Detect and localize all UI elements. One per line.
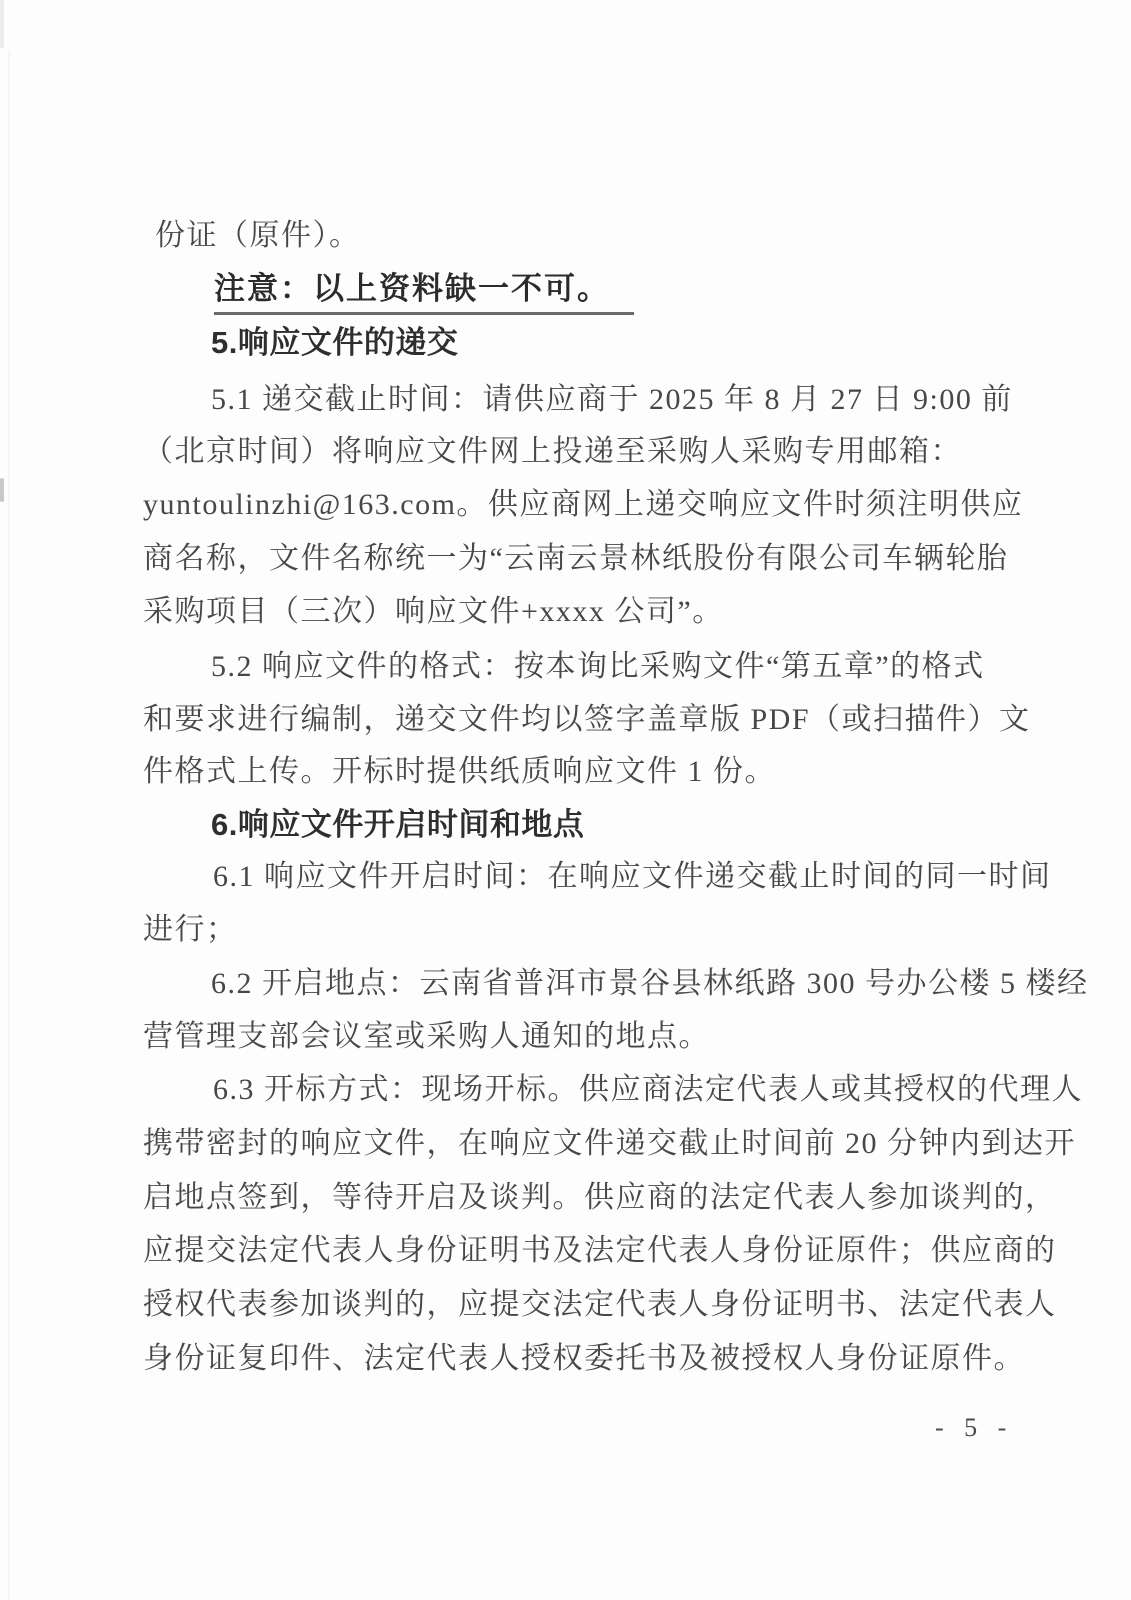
body-line: 应提交法定代表人身份证明书及法定代表人身份证原件；供应商的 [143, 1234, 1057, 1267]
body-line: 份证（原件）。 [155, 219, 361, 252]
section-6-heading: 6.响应文件开启时间和地点 [211, 807, 585, 842]
notice-line: 注意：以上资料缺一不可。 [214, 270, 634, 315]
body-line: 采购项目（三次）响应文件+xxxx 公司”。 [143, 595, 724, 628]
body-line: 携带密封的响应文件，在响应文件递交截止时间前 20 分钟内到达开 [143, 1127, 1076, 1160]
body-line: 和要求进行编制，递交文件均以签字盖章版 PDF（或扫描件）文 [143, 703, 1031, 736]
scan-edge-artifact [8, 50, 10, 1600]
body-line: （北京时间）将响应文件网上投递至采购人采购专用邮箱： [143, 435, 962, 468]
scan-edge-artifact [0, 478, 4, 502]
body-line: 商名称，文件名称统一为“云南云景林纸股份有限公司车辆轮胎 [143, 542, 1009, 575]
body-line: 5.2 响应文件的格式：按本询比采购文件“第五章”的格式 [211, 650, 985, 683]
body-line: 6.3 开标方式：现场开标。供应商法定代表人或其授权的代理人 [213, 1073, 1083, 1106]
body-line: 启地点签到，等待开启及谈判。供应商的法定代表人参加谈判的， [143, 1181, 1057, 1214]
body-line: 件格式上传。开标时提供纸质响应文件 1 份。 [143, 755, 776, 788]
scan-edge-artifact [0, 0, 4, 48]
body-line: 授权代表参加谈判的，应提交法定代表人身份证明书、法定代表人 [143, 1288, 1057, 1321]
body-line: 营管理支部会议室或采购人通知的地点。 [143, 1020, 710, 1053]
body-line: 6.2 开启地点：云南省普洱市景谷县林纸路 300 号办公楼 5 楼经 [211, 967, 1089, 1000]
body-line: yuntoulinzhi@163.com。供应商网上递交响应文件时须注明供应 [143, 488, 1024, 521]
section-5-heading: 5.响应文件的递交 [211, 325, 459, 360]
page-number: - 5 - [935, 1413, 1014, 1442]
body-line: 进行； [143, 913, 238, 946]
body-line: 6.1 响应文件开启时间：在响应文件递交截止时间的同一时间 [213, 860, 1052, 893]
body-line: 5.1 递交截止时间：请供应商于 2025 年 8 月 27 日 9:00 前 [211, 383, 1013, 416]
body-line: 身份证复印件、法定代表人授权委托书及被授权人身份证原件。 [143, 1342, 1025, 1375]
